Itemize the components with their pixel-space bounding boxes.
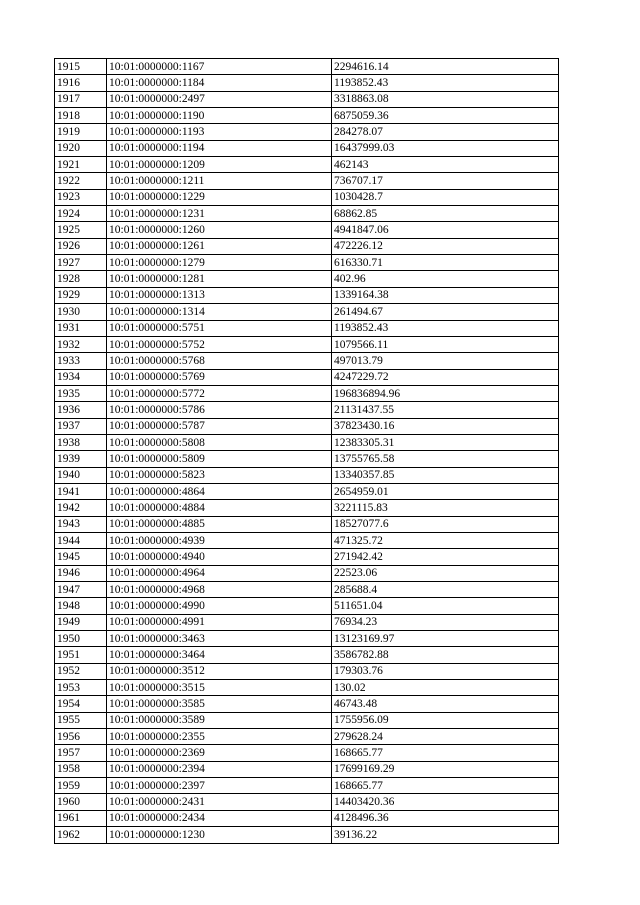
table-row	[55, 173, 559, 189]
table-row	[55, 206, 559, 222]
cadastral-number-cell: 10:01:0000000:1190	[107, 108, 332, 124]
row-number-cell: 1928	[55, 271, 107, 287]
value-cell: 1193852.43	[332, 320, 559, 336]
value-cell: 2654959.01	[332, 483, 559, 499]
table-row	[55, 598, 559, 614]
table-row	[55, 500, 559, 516]
table-row	[55, 680, 559, 696]
value-cell: 14403420.36	[332, 794, 559, 810]
value-cell: 76934.23	[332, 614, 559, 630]
table-row	[55, 696, 559, 712]
cadastral-number-cell: 10:01:0000000:5823	[107, 467, 332, 483]
table-row	[55, 189, 559, 205]
table-body	[55, 59, 559, 844]
table-row	[55, 353, 559, 369]
row-number-cell: 1945	[55, 549, 107, 565]
table-row	[55, 336, 559, 352]
value-cell: 12383305.31	[332, 434, 559, 450]
cadastral-number-cell: 10:01:0000000:1193	[107, 124, 332, 140]
value-cell: 179303.76	[332, 663, 559, 679]
cadastral-number-cell: 10:01:0000000:5772	[107, 385, 332, 401]
table-row	[55, 778, 559, 794]
value-cell: 1079566.11	[332, 336, 559, 352]
cadastral-number-cell: 10:01:0000000:5769	[107, 369, 332, 385]
table-row	[55, 140, 559, 156]
value-cell: 17699169.29	[332, 761, 559, 777]
value-cell: 18527077.6	[332, 516, 559, 532]
row-number-cell: 1920	[55, 140, 107, 156]
value-cell: 4128496.36	[332, 810, 559, 826]
value-cell: 46743.48	[332, 696, 559, 712]
cadastral-number-cell: 10:01:0000000:4884	[107, 500, 332, 516]
cadastral-number-cell: 10:01:0000000:5787	[107, 418, 332, 434]
table-row	[55, 631, 559, 647]
table-row	[55, 75, 559, 91]
row-number-cell: 1950	[55, 631, 107, 647]
value-cell: 261494.67	[332, 304, 559, 320]
row-number-cell: 1929	[55, 287, 107, 303]
value-cell: 68862.85	[332, 206, 559, 222]
cadastral-number-cell: 10:01:0000000:3589	[107, 712, 332, 728]
value-cell: 271942.42	[332, 549, 559, 565]
cadastral-number-cell: 10:01:0000000:1281	[107, 271, 332, 287]
value-cell: 21131437.55	[332, 402, 559, 418]
cadastral-number-cell: 10:01:0000000:1211	[107, 173, 332, 189]
cadastral-number-cell: 10:01:0000000:4964	[107, 565, 332, 581]
value-cell: 4247229.72	[332, 369, 559, 385]
row-number-cell: 1922	[55, 173, 107, 189]
row-number-cell: 1937	[55, 418, 107, 434]
row-number-cell: 1957	[55, 745, 107, 761]
table-row	[55, 91, 559, 107]
value-cell: 462143	[332, 157, 559, 173]
value-cell: 511651.04	[332, 598, 559, 614]
value-cell: 37823430.16	[332, 418, 559, 434]
cadastral-number-cell: 10:01:0000000:5768	[107, 353, 332, 369]
row-number-cell: 1948	[55, 598, 107, 614]
table-row	[55, 157, 559, 173]
row-number-cell: 1932	[55, 336, 107, 352]
value-cell: 196836894.96	[332, 385, 559, 401]
cadastral-number-cell: 10:01:0000000:1167	[107, 59, 332, 75]
table-row	[55, 663, 559, 679]
row-number-cell: 1951	[55, 647, 107, 663]
table-row	[55, 729, 559, 745]
row-number-cell: 1924	[55, 206, 107, 222]
cadastral-number-cell: 10:01:0000000:1184	[107, 75, 332, 91]
value-cell: 1339164.38	[332, 287, 559, 303]
row-number-cell: 1960	[55, 794, 107, 810]
row-number-cell: 1944	[55, 532, 107, 548]
row-number-cell: 1958	[55, 761, 107, 777]
value-cell: 13340357.85	[332, 467, 559, 483]
value-cell: 736707.17	[332, 173, 559, 189]
table-row	[55, 794, 559, 810]
table-row	[55, 761, 559, 777]
cadastral-number-cell: 10:01:0000000:1209	[107, 157, 332, 173]
row-number-cell: 1934	[55, 369, 107, 385]
table-row	[55, 385, 559, 401]
row-number-cell: 1921	[55, 157, 107, 173]
table-row	[55, 434, 559, 450]
value-cell: 6875059.36	[332, 108, 559, 124]
table-row	[55, 222, 559, 238]
value-cell: 1193852.43	[332, 75, 559, 91]
table-row	[55, 614, 559, 630]
cadastral-number-cell: 10:01:0000000:5786	[107, 402, 332, 418]
cadastral-number-cell: 10:01:0000000:3585	[107, 696, 332, 712]
cadastral-number-cell: 10:01:0000000:5751	[107, 320, 332, 336]
row-number-cell: 1926	[55, 238, 107, 254]
cadastral-number-cell: 10:01:0000000:1231	[107, 206, 332, 222]
table-row	[55, 238, 559, 254]
row-number-cell: 1935	[55, 385, 107, 401]
cadastral-number-cell: 10:01:0000000:2397	[107, 778, 332, 794]
table-row	[55, 467, 559, 483]
row-number-cell: 1936	[55, 402, 107, 418]
value-cell: 130.02	[332, 680, 559, 696]
table-row	[55, 565, 559, 581]
cadastral-number-cell: 10:01:0000000:2369	[107, 745, 332, 761]
table-row	[55, 271, 559, 287]
cadastral-number-cell: 10:01:0000000:3515	[107, 680, 332, 696]
cadastral-number-cell: 10:01:0000000:1314	[107, 304, 332, 320]
table-row	[55, 108, 559, 124]
table-row	[55, 418, 559, 434]
table-row	[55, 582, 559, 598]
value-cell: 279628.24	[332, 729, 559, 745]
table-row	[55, 124, 559, 140]
row-number-cell: 1916	[55, 75, 107, 91]
row-number-cell: 1927	[55, 255, 107, 271]
value-cell: 3586782.88	[332, 647, 559, 663]
row-number-cell: 1959	[55, 778, 107, 794]
value-cell: 2294616.14	[332, 59, 559, 75]
cadastral-number-cell: 10:01:0000000:2497	[107, 91, 332, 107]
table-row	[55, 369, 559, 385]
row-number-cell: 1918	[55, 108, 107, 124]
value-cell: 402.96	[332, 271, 559, 287]
value-cell: 3221115.83	[332, 500, 559, 516]
row-number-cell: 1917	[55, 91, 107, 107]
table-row	[55, 255, 559, 271]
cadastral-number-cell: 10:01:0000000:1229	[107, 189, 332, 205]
value-cell: 13755765.58	[332, 451, 559, 467]
cadastral-number-cell: 10:01:0000000:4940	[107, 549, 332, 565]
value-cell: 497013.79	[332, 353, 559, 369]
table-row	[55, 402, 559, 418]
value-cell: 22523.06	[332, 565, 559, 581]
table-row	[55, 745, 559, 761]
table-row	[55, 483, 559, 499]
value-cell: 1030428.7	[332, 189, 559, 205]
row-number-cell: 1955	[55, 712, 107, 728]
table-row	[55, 304, 559, 320]
cadastral-number-cell: 10:01:0000000:1261	[107, 238, 332, 254]
row-number-cell: 1943	[55, 516, 107, 532]
cadastral-number-cell: 10:01:0000000:2431	[107, 794, 332, 810]
value-cell: 168665.77	[332, 778, 559, 794]
table-row	[55, 712, 559, 728]
value-cell: 616330.71	[332, 255, 559, 271]
table-row	[55, 516, 559, 532]
row-number-cell: 1954	[55, 696, 107, 712]
cadastral-number-cell: 10:01:0000000:1279	[107, 255, 332, 271]
row-number-cell: 1942	[55, 500, 107, 516]
row-number-cell: 1940	[55, 467, 107, 483]
row-number-cell: 1919	[55, 124, 107, 140]
cadastral-number-cell: 10:01:0000000:3463	[107, 631, 332, 647]
row-number-cell: 1931	[55, 320, 107, 336]
cadastral-number-cell: 10:01:0000000:5809	[107, 451, 332, 467]
table-row	[55, 647, 559, 663]
table-row	[55, 532, 559, 548]
value-cell: 16437999.03	[332, 140, 559, 156]
table-row	[55, 549, 559, 565]
table-row	[55, 59, 559, 75]
table-row	[55, 287, 559, 303]
cadastral-number-cell: 10:01:0000000:2434	[107, 810, 332, 826]
value-cell: 3318863.08	[332, 91, 559, 107]
value-cell: 284278.07	[332, 124, 559, 140]
row-number-cell: 1953	[55, 680, 107, 696]
row-number-cell: 1938	[55, 434, 107, 450]
value-cell: 285688.4	[332, 582, 559, 598]
cadastral-number-cell: 10:01:0000000:4885	[107, 516, 332, 532]
table-row	[55, 810, 559, 826]
cadastral-number-cell: 10:01:0000000:4939	[107, 532, 332, 548]
cadastral-number-cell: 10:01:0000000:1230	[107, 827, 332, 843]
row-number-cell: 1915	[55, 59, 107, 75]
cadastral-number-cell: 10:01:0000000:2355	[107, 729, 332, 745]
value-cell: 1755956.09	[332, 712, 559, 728]
cadastral-number-cell: 10:01:0000000:4864	[107, 483, 332, 499]
cadastral-number-cell: 10:01:0000000:1194	[107, 140, 332, 156]
row-number-cell: 1949	[55, 614, 107, 630]
value-cell: 168665.77	[332, 745, 559, 761]
row-number-cell: 1961	[55, 810, 107, 826]
row-number-cell: 1930	[55, 304, 107, 320]
cadastral-number-cell: 10:01:0000000:5752	[107, 336, 332, 352]
cadastral-number-cell: 10:01:0000000:2394	[107, 761, 332, 777]
row-number-cell: 1939	[55, 451, 107, 467]
value-cell: 471325.72	[332, 532, 559, 548]
row-number-cell: 1946	[55, 565, 107, 581]
row-number-cell: 1947	[55, 582, 107, 598]
table-row	[55, 320, 559, 336]
value-cell: 472226.12	[332, 238, 559, 254]
cadastral-number-cell: 10:01:0000000:4991	[107, 614, 332, 630]
cadastral-number-cell: 10:01:0000000:3512	[107, 663, 332, 679]
table-row	[55, 827, 559, 843]
cadastral-number-cell: 10:01:0000000:3464	[107, 647, 332, 663]
cadastral-number-cell: 10:01:0000000:1260	[107, 222, 332, 238]
table-row	[55, 451, 559, 467]
row-number-cell: 1925	[55, 222, 107, 238]
row-number-cell: 1962	[55, 827, 107, 843]
cadastral-number-cell: 10:01:0000000:1313	[107, 287, 332, 303]
value-cell: 4941847.06	[332, 222, 559, 238]
row-number-cell: 1923	[55, 189, 107, 205]
value-cell: 13123169.97	[332, 631, 559, 647]
row-number-cell: 1952	[55, 663, 107, 679]
row-number-cell: 1956	[55, 729, 107, 745]
value-cell: 39136.22	[332, 827, 559, 843]
cadastral-number-cell: 10:01:0000000:4968	[107, 582, 332, 598]
row-number-cell: 1941	[55, 483, 107, 499]
row-number-cell: 1933	[55, 353, 107, 369]
data-table	[54, 58, 559, 844]
cadastral-number-cell: 10:01:0000000:4990	[107, 598, 332, 614]
cadastral-number-cell: 10:01:0000000:5808	[107, 434, 332, 450]
